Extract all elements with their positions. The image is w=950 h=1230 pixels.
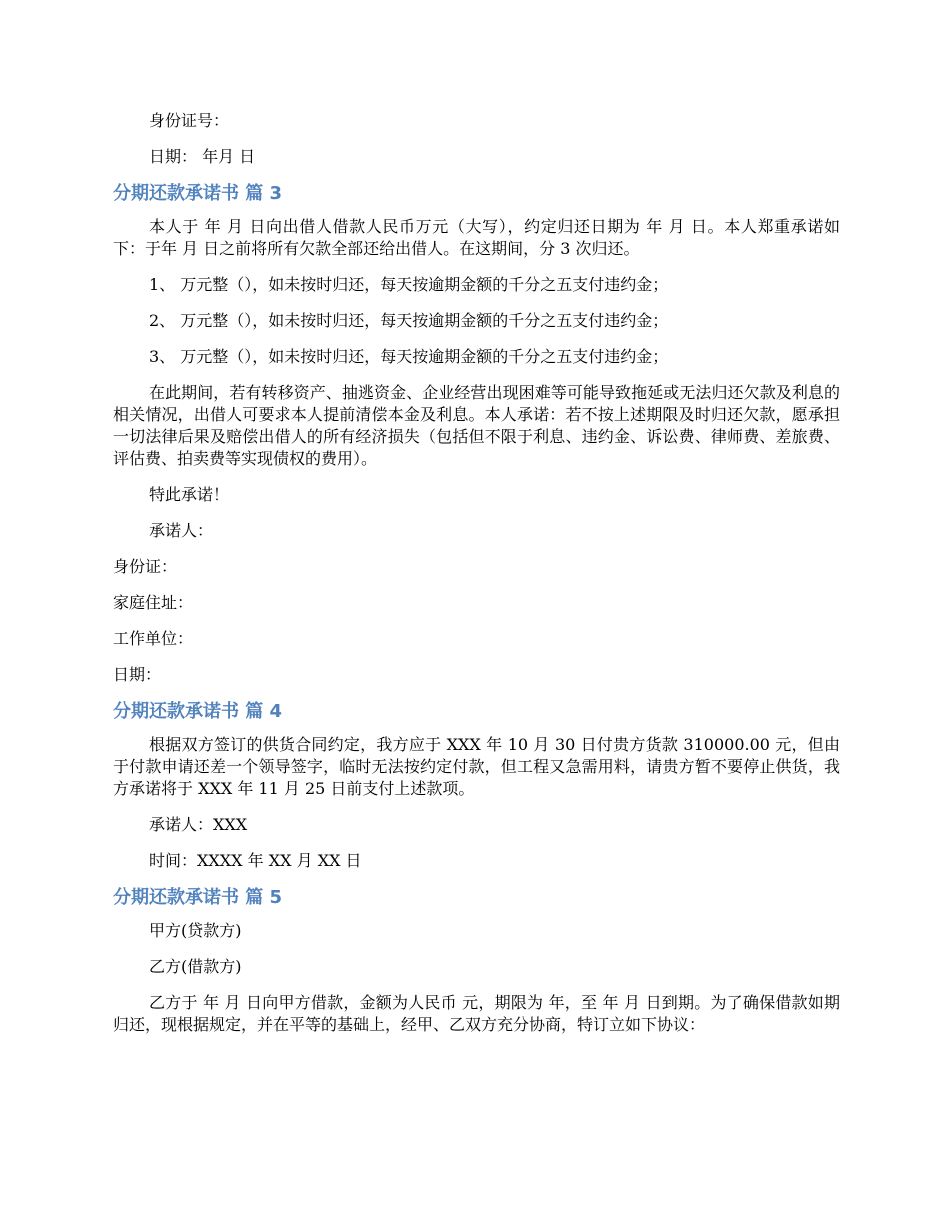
section-3-item-3: 3、 万元整（），如未按时归还，每天按逾期金额的千分之五支付违约金；	[149, 347, 669, 366]
section-3-id-card: 身份证：	[113, 557, 178, 576]
section-3-intro: 本人于 年 月 日向出借人借款人民币万元（大写），约定归还日期为 年 月 日。本人郑重承诺如下：于年 月 日之前将所有欠款全部还给出借人。在这期间，分 3 次归还。	[113, 217, 840, 258]
section-3-item-1: 1、 万元整（），如未按时归还，每天按逾期金额的千分之五支付违约金；	[149, 275, 669, 294]
date-line: 日期： 年月 日	[149, 147, 256, 166]
document-page	[113, 110, 840, 1050]
section-3-promisor: 承诺人：	[149, 521, 214, 540]
id-number-label: 身份证号：	[149, 111, 230, 130]
section-3-address: 家庭住址：	[113, 593, 194, 612]
section-3-closing: 特此承诺！	[149, 485, 230, 504]
section-3-item-2: 2、 万元整（），如未按时归还，每天按逾期金额的千分之五支付违约金；	[149, 311, 669, 330]
section-3-title: 分期还款承诺书 篇 3	[113, 183, 283, 204]
section-3-terms: 在此期间，若有转移资产、抽逃资金、企业经营出现困难等可能导致拖延或无法归还欠款及利息的相关情况，出借人可要求本人提前清偿本金及利息。本人承诺：若不按上述期限及时归还欠款，愿承担一切法律后果及赔偿出借人的所有经济损失（包括但不限于利息、违约金、诉讼费、律师费、差旅费、评估费、拍卖费等实现债权的费用）。	[113, 383, 840, 468]
section-4-title: 分期还款承诺书 篇 4	[113, 701, 283, 722]
section-5-party-b: 乙方(借款方)	[149, 957, 242, 976]
section-4-body: 根据双方签订的供货合同约定，我方应于 XXX 年 10 月 30 日付贵方货款 310000.00 元，但由于付款申请还差一个领导签字，临时无法按约定付款，但工程又急需用料，请贵方暂不要停止供货，我方承诺将于 XXX 年 11 月 25 日前支付上述款项。	[113, 735, 840, 798]
section-5-body: 乙方于 年 月 日向甲方借款，金额为人民币 元，期限为 年，至 年 月 日到期。为了确保借款如期归还，现根据规定，并在平等的基础上，经甲、乙双方充分协商，特订立如下协议：	[113, 993, 840, 1034]
section-4-time: 时间：XXXX 年 XX 月 XX 日	[149, 851, 362, 870]
section-3-date: 日期：	[113, 665, 162, 684]
section-5-party-a: 甲方(贷款方)	[149, 921, 242, 940]
section-4-promisor: 承诺人：XXX	[149, 815, 248, 834]
section-5-title: 分期还款承诺书 篇 5	[113, 887, 283, 908]
section-3-employer: 工作单位：	[113, 629, 194, 648]
